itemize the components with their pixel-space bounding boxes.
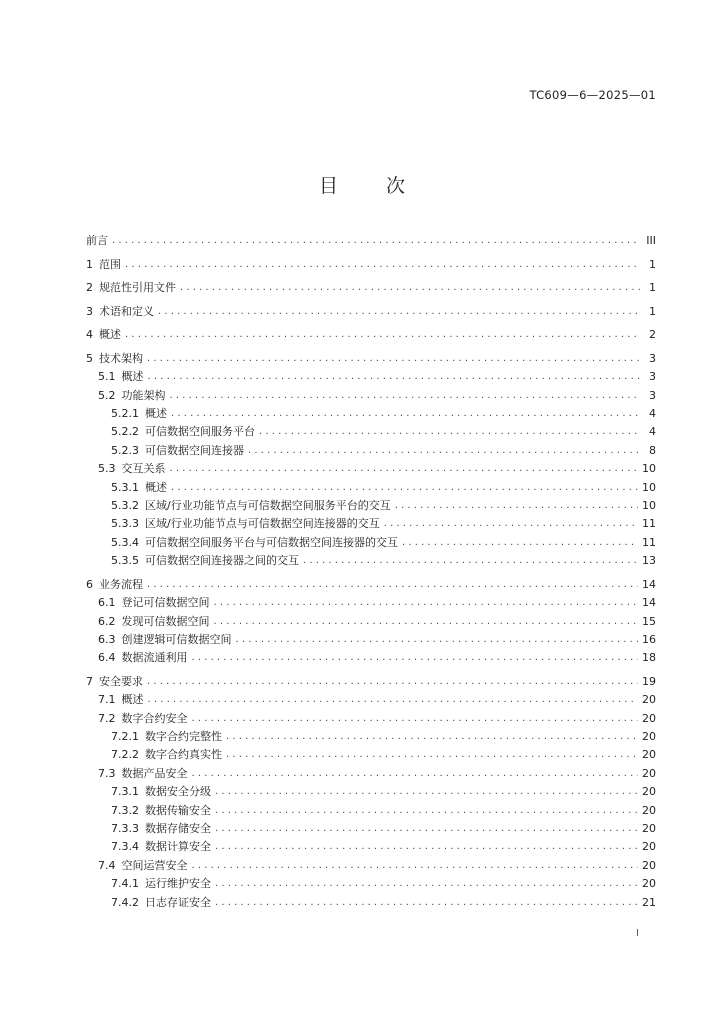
page-number: I [636,928,639,939]
toc-entry[interactable] [86,387,656,405]
toc-leader-dots [170,387,641,405]
toc-leader-dots [147,350,640,368]
toc-entry-label: 概述 [145,480,167,494]
toc-entry-label: 数据存储安全 [145,822,211,836]
toc-entry[interactable] [86,303,656,321]
toc-entry[interactable] [86,576,656,594]
toc-entry[interactable] [86,673,656,691]
toc-entry-page: 14 [642,577,656,591]
toc-entry-label: 交互关系 [121,462,166,476]
toc-leader-dots [214,594,639,612]
toc-leader-dots [395,497,638,515]
toc-entry-number: 6.4 [98,651,116,665]
toc-entry-number: 7.4.1 [111,877,139,891]
title-char-left: 目 [318,175,338,197]
toc-leader-dots [192,710,639,728]
toc-entry[interactable] [86,460,656,478]
toc-leader-dots [215,802,638,820]
toc-entry-number: 7.2 [98,711,116,725]
toc-entry-number: 4 [86,328,93,342]
toc-entry-label: 规范性引用文件 [99,281,176,295]
toc-entry-page: 20 [642,822,656,836]
toc-entry[interactable] [86,256,656,274]
toc-leader-dots [112,232,640,250]
toc-entry-page: 18 [642,651,656,665]
toc-entry-page: 20 [642,803,656,817]
toc-entry-number: 7.4.2 [111,895,139,909]
toc-entry-label: 数据计算安全 [145,840,211,854]
toc-leader-dots [148,368,641,386]
toc-leader-dots [192,857,639,875]
toc-entry-page: 10 [642,462,656,476]
toc-entry-page: 20 [642,840,656,854]
toc-entry[interactable] [86,515,656,533]
toc-entry[interactable] [86,594,656,612]
toc-leader-dots [125,256,640,274]
toc-entry[interactable] [86,497,656,515]
toc-entry-label: 数字合约真实性 [145,748,222,762]
toc-entry-number: 7.3.4 [111,840,139,854]
toc-entry-label: 概述 [121,370,144,384]
toc-entry-page: 3 [649,351,656,365]
toc-entry-number: 7.4 [98,858,116,872]
toc-entry-number: 6.1 [98,596,116,610]
toc-leader-dots [215,894,638,912]
toc-entry-label: 发现可信数据空间 [121,614,210,628]
toc-entry-page: III [646,233,656,247]
toc-entry-page: 11 [642,517,656,531]
toc-leader-dots [384,515,638,533]
toc-leader-dots [215,875,638,893]
toc-leader-dots [215,838,638,856]
toc-leader-dots [236,631,639,649]
toc-entry[interactable] [86,631,656,649]
toc-leader-dots [158,303,640,321]
toc-entry-page: 20 [642,748,656,762]
toc-leader-dots [147,576,638,594]
toc-entry[interactable] [86,802,656,820]
toc-entry-page: 21 [642,895,656,909]
toc-entry[interactable] [86,279,656,297]
toc-entry-label: 区域/行业功能节点与可信数据空间服务平台的交互 [145,499,391,512]
toc-entry-page: 20 [642,785,656,799]
toc-entry-number: 7.2.2 [111,748,139,762]
document-code: TC609—6—2025—01 [529,88,656,102]
toc-entry[interactable] [86,423,656,441]
toc-entry-number: 3 [86,304,93,318]
toc-leader-dots [125,326,640,344]
toc-entry-label: 可信数据空间服务平台与可信数据空间连接器的交互 [145,535,398,549]
toc-entry-page: 1 [649,304,656,318]
toc-entry-number: 7.3.1 [111,785,139,799]
toc-entry-label: 数据流通利用 [121,651,188,665]
toc-entry[interactable] [86,894,656,912]
toc-entry-number: 5.2 [98,388,116,402]
toc-entry[interactable] [86,857,656,875]
toc-entry-label: 业务流程 [99,577,143,591]
toc-entry-number: 5.2.1 [111,407,139,421]
toc-entry-label: 登记可信数据空间 [121,596,210,610]
page-title [0,171,724,198]
toc-entry-number: 5 [86,351,93,365]
toc-entry-label: 可信数据空间服务平台 [145,425,255,439]
toc-entry-page: 14 [642,596,656,610]
toc-entry-label: 范围 [99,257,121,271]
toc-entry[interactable] [86,838,656,856]
toc-entry-label: 数字合约完整性 [145,730,222,744]
toc-entry[interactable] [86,765,656,783]
toc-entry-number: 5.3 [98,462,116,476]
toc-entry[interactable] [86,728,656,746]
toc-entry-page: 4 [649,407,656,421]
toc-entry[interactable] [86,326,656,344]
toc-entry[interactable] [86,783,656,801]
toc-entry-page: 20 [642,766,656,780]
toc-leader-dots [170,460,639,478]
toc-entry-number: 6.2 [98,614,116,628]
toc-entry-label: 功能架构 [121,388,166,402]
toc-entry-page: 20 [642,858,656,872]
toc-entry-number: 5.3.2 [111,499,139,512]
toc-entry-page: 2 [649,328,656,342]
toc-entry-page: 3 [649,370,656,384]
title-char-right: 次 [386,175,406,197]
toc-leader-dots [248,442,640,460]
toc-entry-label: 空间运营安全 [121,858,188,872]
toc-entry[interactable] [86,820,656,838]
toc-leader-dots [214,613,639,631]
toc-entry-number: 5.3.5 [111,554,139,568]
toc-entry-page: 20 [642,730,656,744]
toc-entry[interactable] [86,442,656,460]
toc-entry-number: 7.1 [98,693,116,707]
toc-leader-dots [171,405,640,423]
toc-entry[interactable] [86,746,656,764]
toc-leader-dots [180,279,640,297]
toc-entry[interactable] [86,552,656,570]
toc-entry-number: 7.3 [98,766,116,780]
toc-leader-dots [171,479,638,497]
toc-entry-page: 20 [642,693,656,707]
toc-leader-dots [148,691,639,709]
toc-entry-number: 6 [86,577,93,591]
toc-entry[interactable] [86,649,656,667]
toc-leader-dots [259,423,640,441]
toc-entry-label: 数字合约安全 [121,711,188,725]
toc-entry-page: 19 [642,674,656,688]
toc-entry-label: 运行维护安全 [145,877,211,891]
toc-entry-page: 20 [642,711,656,725]
toc-entry-label: 日志存证安全 [145,895,211,909]
toc-entry-label: 可信数据空间连接器 [145,443,244,457]
toc-entry-page: 16 [642,632,656,646]
toc-entry-page: 13 [642,554,656,568]
toc-entry-number: 5.3.3 [111,517,139,531]
toc-entry-page: 15 [642,614,656,628]
toc-leader-dots [215,783,638,801]
toc-entry-label: 数据安全分级 [145,785,211,799]
toc-entry[interactable] [86,534,656,552]
toc-entry[interactable] [86,613,656,631]
toc-entry-page: 1 [649,281,656,295]
toc-entry-number: 7.3.3 [111,822,139,836]
toc-leader-dots [192,765,639,783]
toc-leader-dots [226,746,638,764]
toc-entry[interactable] [86,875,656,893]
toc-entry-page: 10 [642,499,656,512]
toc-leader-dots [226,728,638,746]
toc-entry[interactable] [86,232,656,250]
toc-leader-dots [215,820,638,838]
toc-leader-dots [303,552,638,570]
toc-entry-page: 1 [649,257,656,271]
toc-entry-page: 10 [642,480,656,494]
toc-entry-number: 5.3.4 [111,535,139,549]
toc-entry-label: 数据传输安全 [145,803,211,817]
toc-entry-label: 概述 [145,407,167,421]
toc-entry[interactable] [86,710,656,728]
toc-entry-number: 5.1 [98,370,116,384]
toc-entry-label: 概述 [121,693,144,707]
toc-entry-page: 3 [649,388,656,402]
toc-entry[interactable] [86,368,656,386]
toc-entry-number: 1 [86,257,93,271]
toc-entry-page: 20 [642,877,656,891]
toc-entry-label: 数据产品安全 [121,766,188,780]
toc-entry-number: 5.2.2 [111,425,139,439]
toc-entry-page: 8 [649,443,656,457]
table-of-contents [86,232,656,912]
toc-entry-page: 4 [649,425,656,439]
toc-entry-number: 7.3.2 [111,803,139,817]
toc-leader-dots [147,673,638,691]
toc-leader-dots [192,649,639,667]
toc-entry-label: 前言 [86,233,108,247]
toc-entry-number: 5.3.1 [111,480,139,494]
toc-entry-number: 7 [86,674,93,688]
toc-entry-number: 7.2.1 [111,730,139,744]
toc-entry-number: 2 [86,281,93,295]
toc-entry[interactable] [86,405,656,423]
toc-entry-label: 可信数据空间连接器之间的交互 [145,554,299,568]
toc-entry-label: 安全要求 [99,674,143,688]
toc-entry[interactable] [86,479,656,497]
toc-entry-number: 6.3 [98,632,116,646]
toc-entry-page: 11 [642,535,656,549]
toc-entry-label: 区域/行业功能节点与可信数据空间连接器的交互 [145,517,380,531]
toc-entry-number: 5.2.3 [111,443,139,457]
toc-entry-label: 术语和定义 [99,304,154,318]
toc-entry[interactable] [86,350,656,368]
toc-entry[interactable] [86,691,656,709]
toc-entry-label: 技术架构 [99,351,143,365]
toc-entry-label: 概述 [99,328,121,342]
toc-leader-dots [402,534,638,552]
toc-entry-label: 创建逻辑可信数据空间 [121,632,232,646]
